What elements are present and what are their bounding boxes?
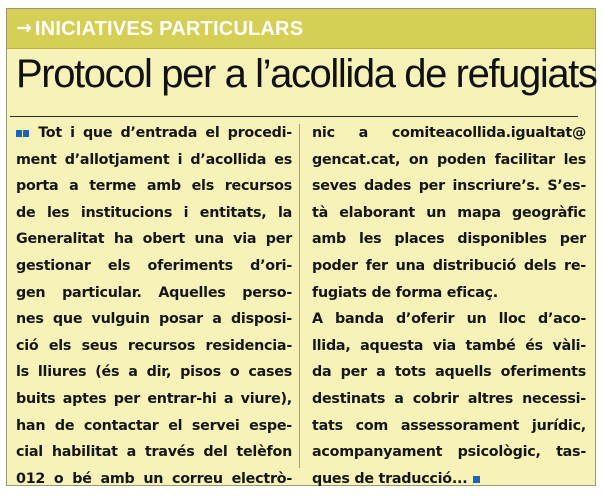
text-line: poder fer una distribució dels re- xyxy=(312,257,586,274)
text-line: Generalitat ha obert una via per xyxy=(16,231,292,248)
title-divider xyxy=(10,116,578,117)
text-line: seves dades per inscriure’s. S’es- xyxy=(312,178,586,195)
end-square-icon xyxy=(473,476,480,483)
text-line: porta a terme amb els recursos xyxy=(16,178,292,195)
text-line: destinats a cobrir altres necessi- xyxy=(312,390,586,407)
square-bullet-icon xyxy=(16,130,22,137)
text-line xyxy=(16,120,292,147)
text-line: amb les places disponibles per xyxy=(312,231,586,248)
text-line: cial habilitat a través del telèfon xyxy=(16,444,292,461)
article-title: Protocol per a l’acollida de refugiats xyxy=(16,52,597,96)
text-line-content: Tot i que d’entrada el procedi- xyxy=(38,125,292,141)
column-divider xyxy=(299,124,300,468)
text-line: nes que vulguin posar a disposi- xyxy=(16,311,292,328)
text-line xyxy=(312,466,586,493)
text-line: de les institucions i entitats, la xyxy=(16,204,292,221)
section-label: INICIATIVES PARTICULARS xyxy=(34,17,304,40)
text-line: nic a comiteacollida.igualtat@ xyxy=(312,125,586,141)
text-line: A banda d’oferir un lloc d’aco- xyxy=(312,311,586,328)
article-column-left xyxy=(16,120,292,492)
article-column-right xyxy=(312,120,586,492)
text-line: 012 o bé amb un correu electrò- xyxy=(16,470,292,487)
text-line: acompanyament psicològic, tas- xyxy=(312,444,586,461)
text-line: ls lliures (és a dir, pisos o cases xyxy=(16,364,292,381)
text-line: gen particular. Aquelles perso- xyxy=(16,284,292,301)
section-header xyxy=(7,9,595,49)
text-line: tats com assessorament jurídic, xyxy=(312,417,586,434)
text-line: gencat.cat, on poden facilitar les xyxy=(312,151,586,168)
text-line: llida, aquesta via també és vàli- xyxy=(312,337,586,354)
text-line: tà elaborant un mapa geogràfic xyxy=(312,204,586,221)
square-bullet-icon xyxy=(23,130,29,137)
text-line: ment d’allotjament i d’acollida es xyxy=(16,151,292,168)
text-line: gestionar els oferiments d’ori- xyxy=(16,257,292,274)
text-line: buits aptes per entrar-hi a viure), xyxy=(16,390,292,407)
text-line: han de contactar el servei espe- xyxy=(16,417,292,434)
text-line: ció els seus recursos residencia- xyxy=(16,337,292,354)
text-line: fugiats de forma eficaç. xyxy=(312,284,498,301)
text-line: da per a tots aquells oferiments xyxy=(312,364,586,381)
arrow-right-icon: → xyxy=(16,17,32,39)
text-line-content: ques de traducció... xyxy=(312,470,468,487)
